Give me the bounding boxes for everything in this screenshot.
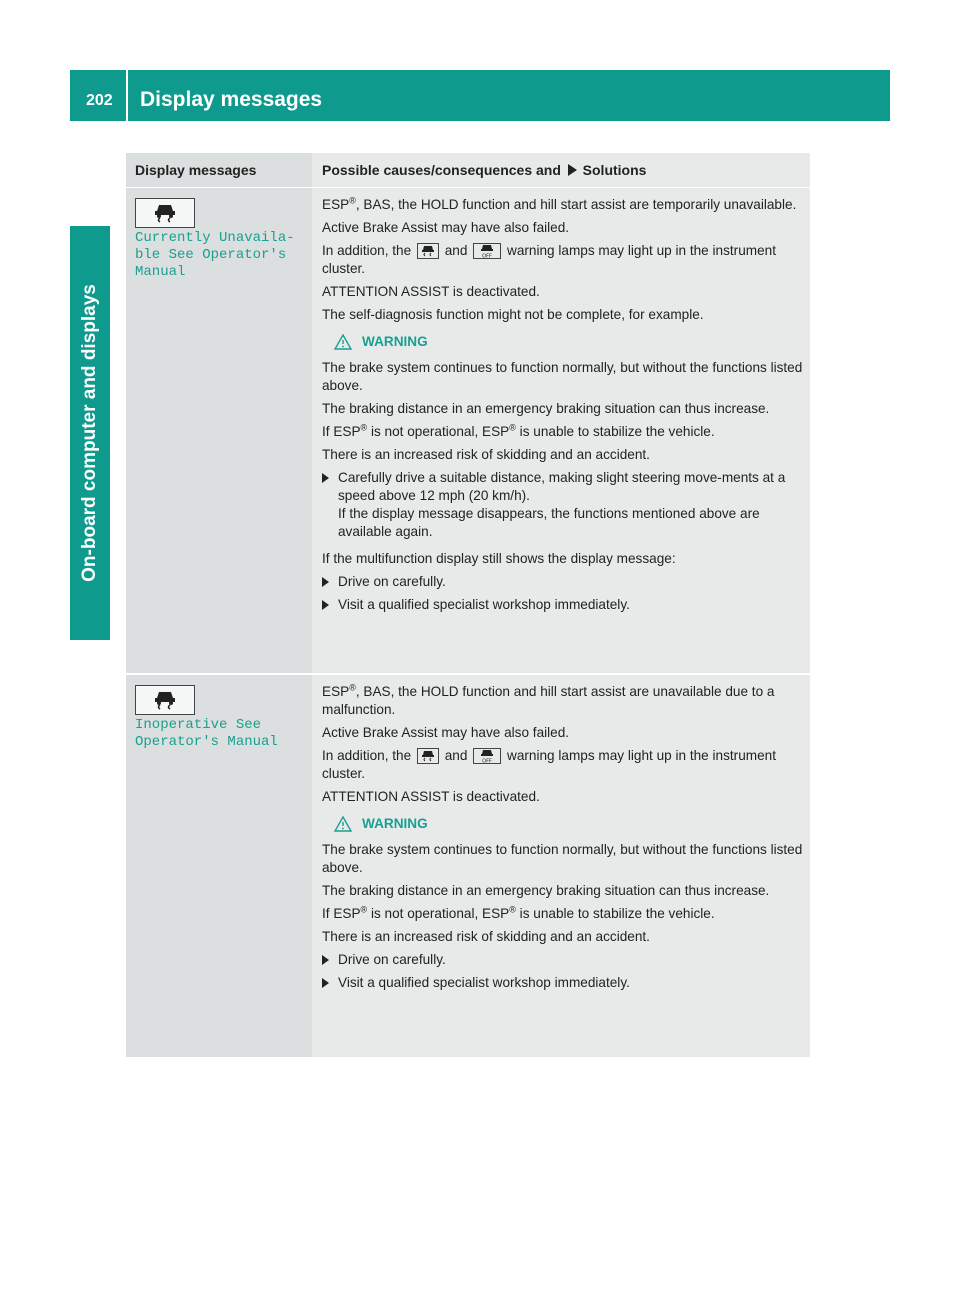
esp-car-skid-icon: [135, 685, 195, 715]
text: and: [444, 243, 468, 258]
text: and: [444, 748, 468, 763]
table-row: [126, 188, 810, 675]
text: is not operational, ESP: [367, 906, 510, 921]
column-header-causes-label: Possible causes/consequences and: [322, 162, 561, 178]
column-header-causes: [312, 153, 810, 187]
cause-paragraph: [322, 196, 804, 214]
text: In addition, the: [322, 748, 412, 763]
text: In addition, the: [322, 243, 412, 258]
text: If ESP: [322, 424, 361, 439]
solution-step-text: Visit a qualified specialist workshop immediately.: [338, 975, 630, 990]
text: warning lamps may light up in the instrument cluster.: [322, 243, 776, 276]
cause-paragraph: If the multifunction display still shows the display message:: [322, 551, 676, 566]
section-side-tab-label: On-board computer and displays: [79, 284, 100, 582]
column-header-solutions-label: Solutions: [582, 162, 647, 178]
solution-step: [322, 974, 804, 992]
arrow-right-icon: [322, 974, 329, 988]
header-divider: [126, 70, 128, 121]
solution-step-text: Drive on carefully.: [338, 574, 446, 589]
arrow-right-icon: [322, 596, 329, 610]
page-number: 202: [86, 92, 113, 109]
solution-step-text: [338, 469, 804, 541]
cause-paragraph: Active Brake Assist may have also failed.: [322, 220, 570, 235]
display-message-cell: [126, 188, 312, 673]
display-message-cell: [126, 675, 312, 1057]
esp-car-skid-icon: [135, 198, 195, 228]
column-header-display-messages: Display messages: [126, 153, 312, 187]
table-header: [126, 153, 810, 188]
warning-label: WARNING: [362, 816, 428, 831]
warning-triangle-icon: [334, 334, 352, 350]
warning-paragraph: [322, 905, 804, 923]
arrow-right-icon: [322, 951, 329, 965]
display-message-text: Inoperative See Operator's Manual: [135, 717, 278, 750]
registered-mark: ®: [349, 682, 356, 693]
display-message-text: Currently Unavaila- ble See Operator's Manual: [135, 230, 295, 280]
section-side-tab: [70, 226, 110, 640]
text: If the display message disappears, the functions mentioned above are available again.: [338, 506, 760, 539]
warning-label: WARNING: [362, 334, 428, 349]
text: , BAS, the HOLD function and hill start assist are temporarily unavailable.: [355, 197, 797, 212]
text: ESP: [322, 684, 350, 699]
solution-step-text: Drive on carefully.: [338, 952, 446, 967]
cause-paragraph: [322, 747, 804, 783]
table-row: [126, 675, 810, 1059]
solution-step: [322, 469, 804, 541]
solution-step-text: Visit a qualified specialist workshop immediately.: [338, 597, 630, 612]
text: Carefully drive a suitable distance, making slight steering move-ments at a speed above 12 mph (20 km/h).: [338, 470, 786, 503]
esp-warning-lamp-icon: [417, 748, 439, 764]
causes-cell: [312, 188, 810, 673]
warning-triangle-icon: [334, 816, 352, 832]
text: ESP: [322, 197, 350, 212]
svg-text:OFF: OFF: [482, 758, 493, 764]
text: is unable to stabilize the vehicle.: [515, 424, 715, 439]
warning-paragraph: [322, 423, 804, 441]
registered-mark: ®: [509, 904, 516, 915]
esp-off-warning-lamp-icon: [473, 748, 501, 764]
display-messages-table: [126, 153, 810, 1059]
page-title: Display messages: [140, 88, 323, 111]
registered-mark: ®: [509, 422, 516, 433]
arrow-right-icon: [322, 573, 329, 587]
warning-paragraph: The braking distance in an emergency braking situation can thus increase.: [322, 883, 770, 898]
cause-paragraph: ATTENTION ASSIST is deactivated.: [322, 284, 540, 299]
cause-paragraph: ATTENTION ASSIST is deactivated.: [322, 789, 540, 804]
warning-paragraph: There is an increased risk of skidding and an accident.: [322, 447, 650, 462]
registered-mark: ®: [349, 195, 356, 206]
warning-paragraph: The braking distance in an emergency braking situation can thus increase.: [322, 401, 770, 416]
warning-paragraph: The brake system continues to function normally, but without the functions listed above.: [322, 842, 803, 875]
registered-mark: ®: [360, 422, 368, 433]
cause-paragraph: [322, 242, 804, 278]
cause-paragraph: The self-diagnosis function might not be complete, for example.: [322, 307, 704, 322]
warning-paragraph: The brake system continues to function normally, but without the functions listed above.: [322, 360, 803, 393]
warning-paragraph: There is an increased risk of skidding and an accident.: [322, 929, 650, 944]
text: If ESP: [322, 906, 361, 921]
solution-step: [322, 596, 804, 614]
warning-heading: [334, 815, 804, 833]
arrow-right-icon: [567, 164, 577, 176]
esp-warning-lamp-icon: [417, 243, 439, 259]
text: , BAS, the HOLD function and hill start assist are unavailable due to a malfunction.: [322, 684, 775, 717]
solution-step: [322, 951, 804, 969]
svg-text:OFF: OFF: [482, 253, 493, 259]
cause-paragraph: Active Brake Assist may have also failed.: [322, 725, 570, 740]
cause-paragraph: [322, 683, 804, 719]
causes-cell: [312, 675, 810, 1057]
warning-heading: [334, 333, 804, 351]
text: warning lamps may light up in the instrument cluster.: [322, 748, 776, 781]
esp-off-warning-lamp-icon: [473, 243, 501, 259]
text: is unable to stabilize the vehicle.: [515, 906, 715, 921]
solution-step: [322, 573, 804, 591]
arrow-right-icon: [322, 469, 329, 483]
text: is not operational, ESP: [367, 424, 510, 439]
registered-mark: ®: [360, 904, 368, 915]
